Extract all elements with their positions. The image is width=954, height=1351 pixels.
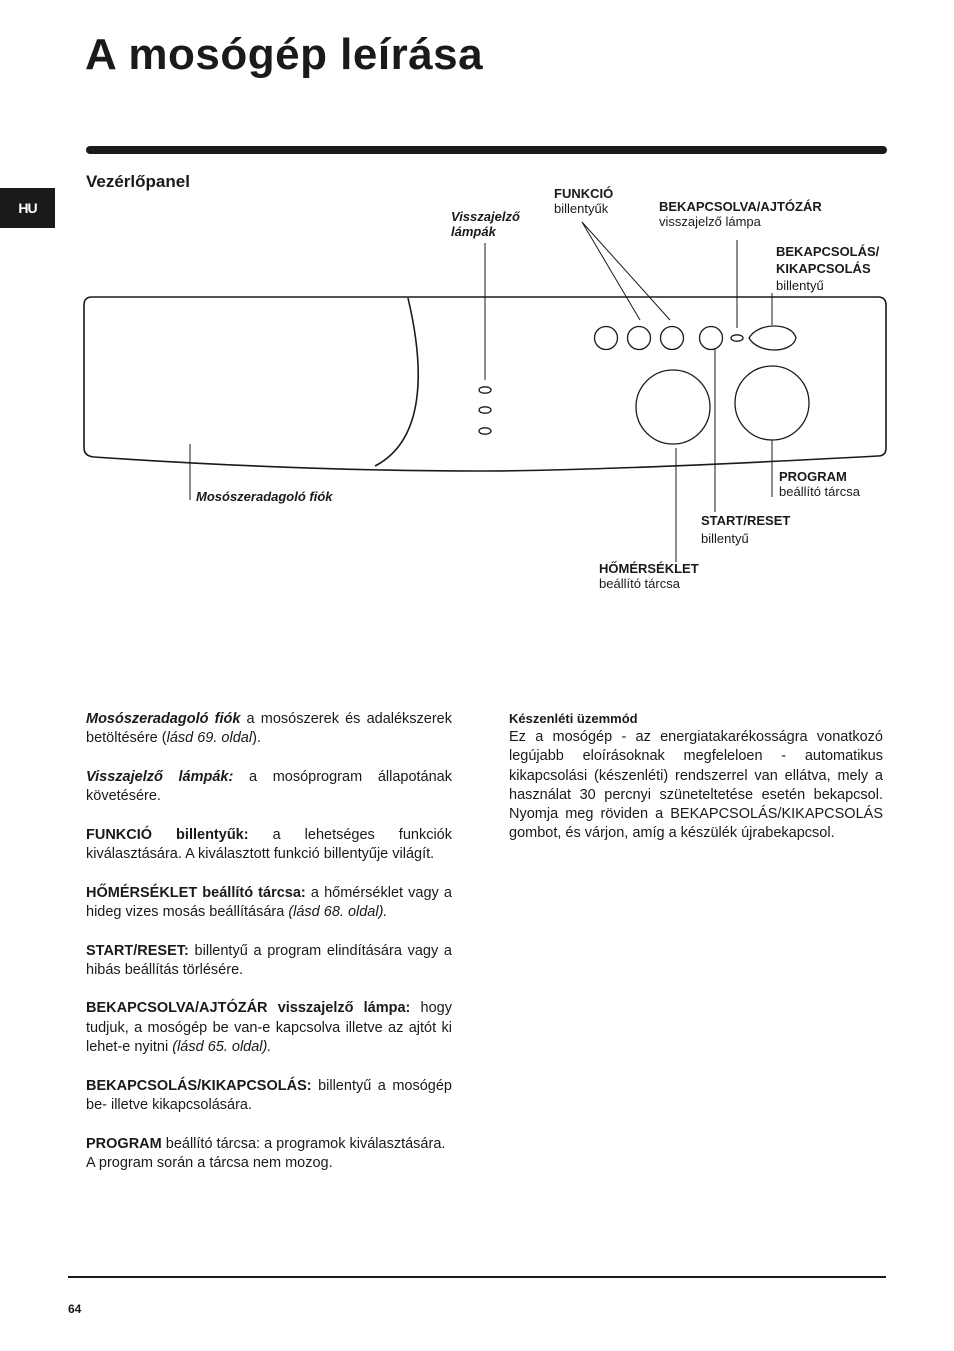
desc-on-off: BEKAPCSOLÁS/KIKAPCSOLÁS: billentyű a mosógép be- illetve kikapcsolására.: [86, 1077, 452, 1113]
start-reset-button: [700, 327, 723, 350]
label-on-off-button: [776, 243, 879, 294]
label-function-buttons: [554, 186, 613, 216]
page-number: 64: [68, 1302, 82, 1316]
desc-temperature: HŐMÉRSÉKLET beállító tárcsa: a hőmérséklet vagy a hideg vizes mosás beállítására (lásd 68. oldal).: [86, 884, 452, 920]
descriptions-left-column: [86, 710, 452, 1173]
label-lamps-line-1: Visszajelző: [451, 209, 520, 224]
label-temperature-knob: [599, 561, 699, 591]
language-tab: HU: [0, 188, 55, 228]
descriptions-right-column: [509, 710, 883, 844]
temperature-knob: [636, 370, 710, 444]
program-knob: [735, 366, 809, 440]
standby-heading: Készenléti üzemmód: [509, 711, 638, 726]
label-temp-sub: beállító tárcsa: [599, 576, 680, 591]
desc-start-reset: START/RESET: billentyű a program elindítására vagy a hibás beállítás törlésére.: [86, 942, 452, 978]
label-program-knob: [779, 469, 860, 499]
label-lamps-line-2: lámpák: [451, 224, 496, 239]
label-funkcio-bold: FUNKCIÓ: [554, 186, 614, 201]
function-button-3: [661, 327, 684, 350]
drawer-edge: [375, 298, 418, 466]
indicator-lamp-1: [479, 387, 491, 393]
on-off-button: [749, 326, 796, 350]
desc-door-lamp: BEKAPCSOLVA/AJTÓZÁR visszajelző lámpa: hogy tudjuk, a mosógép be van-e kapcsolva illetve az ajtót ki lehet-e nyitni (lásd 65. oldal).: [86, 1000, 452, 1056]
label-start-bold: START/RESET: [701, 513, 791, 528]
desc-program: PROGRAM beállító tárcsa: a programok kiválasztására. A program során a tárcsa nem mozog.: [86, 1135, 446, 1171]
door-lamp: [731, 335, 743, 341]
desc-lamps: Visszajelző lámpák: a mosóprogram állapotának követésére.: [86, 768, 452, 805]
standby-text: Ez a mosógép - az energiatakarékosságra vonatkozó legújabb eloírásoknak megfeleloen - automatikus kikapcsolási (készenléti) rendszerrel van ellátva, mely a használat 30 percnyi szüneteltetése esetén bekapcsol. Nyomja meg röviden a BEKAPCSOLÁS/KIKAPCSOLÁS gombot, és várjon, amíg a készülék újrabekapcsol.: [509, 729, 883, 842]
function-button-1: [595, 327, 618, 350]
function-button-2: [628, 327, 651, 350]
label-start-reset: [701, 512, 790, 548]
label-onoff-sub: billentyű: [776, 278, 824, 293]
label-detergent-drawer: Mosószeradagoló fiók: [196, 489, 333, 504]
indicator-lamp-2: [479, 407, 491, 413]
label-door-lamp: [659, 199, 822, 229]
desc-funkcio: FUNKCIÓ billentyűk: a lehetséges funkciók kiválasztására. A kiválasztott funkció billentyűje világít.: [86, 826, 452, 863]
indicator-lamp-3: [479, 428, 491, 434]
label-door-bold: BEKAPCSOLVA/AJTÓZÁR: [659, 199, 822, 214]
label-program-bold: PROGRAM: [779, 469, 847, 484]
label-funkcio-sub: billentyűk: [554, 201, 609, 216]
footer-divider: [68, 1276, 886, 1278]
section-heading: Vezérlőpanel: [86, 172, 190, 191]
label-onoff-bold-1: BEKAPCSOLÁS/: [776, 244, 880, 259]
page-title: A mosógép leírása: [85, 30, 484, 79]
label-program-sub: beállító tárcsa: [779, 484, 860, 499]
label-onoff-bold-2: KIKAPCSOLÁS: [776, 261, 871, 276]
desc-drawer: Mosószeradagoló fiók a mosószerek és adalékszerek betöltésére (lásd 69. oldal).: [86, 711, 452, 747]
label-door-sub: visszajelző lámpa: [659, 214, 761, 229]
label-temp-bold: HŐMÉRSÉKLET: [599, 561, 699, 576]
label-start-sub: billentyű: [701, 531, 749, 546]
label-indicator-lamps: [451, 209, 520, 239]
